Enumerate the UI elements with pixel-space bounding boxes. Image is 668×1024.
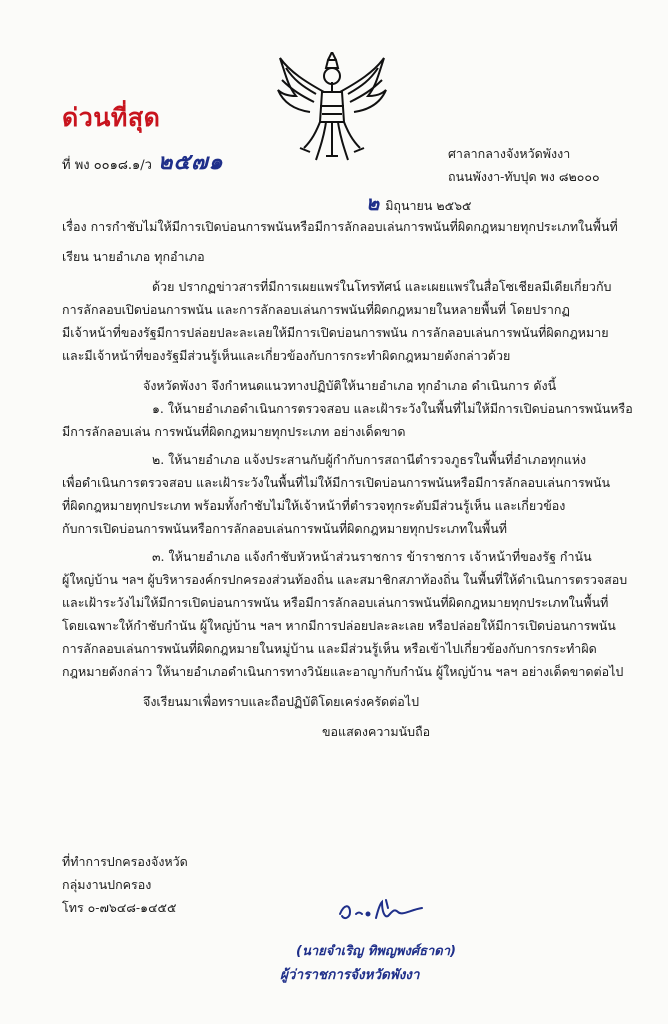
document-number-handwritten: ๒๕๗๑ bbox=[157, 149, 224, 175]
office-address-line1: ศาลากลางจังหวัดพังงา bbox=[448, 146, 571, 161]
item3-line: กฎหมายดังกล่าว ให้นายอำเภอดำเนินการทางวินัยและอาญากับกำนัน ผู้ใหญ่บ้าน ฯลฯ อย่างเด็ดขาดต่อไป bbox=[62, 664, 624, 679]
item2-line: ๒. ให้นายอำเภอ แจ้งประสานกับผู้กำกับการสถานีตำรวจภูธรในพื้นที่อำเภอทุกแห่ง bbox=[152, 452, 587, 467]
signature-mark bbox=[336, 896, 426, 926]
item3-line: ๓. ให้นายอำเภอ แจ้งกำชับหัวหน้าส่วนราชการ ข้าราชการ เจ้าหน้าที่ของรัฐ กำนัน bbox=[152, 549, 592, 564]
para1-line: การลักลอบเปิดบ่อนการพนัน และการลักลอบเล่นการพนันที่ผิดกฎหมายในหลายพื้นที่ โดยปรากฏ bbox=[62, 302, 570, 317]
item3-line: การลักลอบเล่นการพนันที่ผิดกฎหมายในหมู่บ้าน และมีส่วนรู้เห็น หรือเข้าไปเกี่ยวข้องกับการกระทำผิด bbox=[62, 641, 597, 656]
item3-line: และเฝ้าระวังไม่ให้มีการเปิดบ่อนการพนัน หรือมีการลักลอบเล่นการพนันที่ผิดกฎหมายทุกประเภทในพื้นที่ bbox=[62, 595, 609, 610]
item1-line: ๑. ให้นายอำเภอดำเนินการตรวจสอบ และเฝ้าระวังในพื้นที่ไม่ให้มีการเปิดบ่อนการพนันหรือ bbox=[152, 401, 633, 416]
item3-line: ผู้ใหญ่บ้าน ฯลฯ ผู้บริหารองค์กรปกครองส่วนท้องถิ่น และสมาชิกสภาท้องถิ่น ในพื้นที่ให้ดำเนินการตรวจสอบ bbox=[62, 572, 628, 587]
date-month-year: มิถุนายน ๒๕๖๕ bbox=[385, 198, 472, 213]
date-day-handwritten: ๒ bbox=[366, 191, 380, 215]
footer-phone: โทร ๐-๗๖๔๘-๑๔๕๕ bbox=[62, 900, 177, 915]
document-date bbox=[366, 187, 472, 219]
item2-line: ที่ผิดกฎหมายทุกประเภท พร้อมทั้งกำชับไม่ให้เจ้าหน้าที่ตำรวจทุกระดับมีส่วนรู้เห็น และเกี่ยวข้อง bbox=[62, 498, 566, 513]
para1-line: ด้วย ปรากฏข่าวสารที่มีการเผยแพร่ในโทรทัศน์ และเผยแพร่ในสื่อโซเชียลมีเดียเกี่ยวกับ bbox=[152, 279, 612, 294]
addressee-line: เรียน นายอำเภอ ทุกอำเภอ bbox=[62, 249, 205, 264]
item3-line: โดยเฉพาะให้กำชับกำนัน ผู้ใหญ่บ้าน ฯลฯ หากมีการปล่อยปละละเลย หรือปล่อยให้มีการเปิดบ่อนการพนัน bbox=[62, 618, 616, 633]
document-number bbox=[62, 144, 224, 179]
office-address-line2: ถนนพังงา-ทับปุด พง ๘๒๐๐๐ bbox=[448, 169, 600, 184]
footer-department: ที่ทำการปกครองจังหวัด bbox=[62, 854, 188, 869]
urgency-stamp: ด่วนที่สุด bbox=[62, 103, 161, 132]
subject-line: เรื่อง การกำชับไม่ให้มีการเปิดบ่อนการพนันหรือมีการลักลอบเล่นการพนันที่ผิดกฎหมายทุกประเภทในพื้นที่ bbox=[62, 219, 618, 234]
footer-group: กลุ่มงานปกครอง bbox=[62, 877, 152, 892]
item2-line: เพื่อดำเนินการตรวจสอบ และเฝ้าระวังในพื้นที่ไม่ให้มีการเปิดบ่อนการพนันหรือมีการลักลอบเล่นการพนัน bbox=[62, 475, 611, 490]
regards-line: ขอแสดงความนับถือ bbox=[322, 724, 431, 739]
para1-line: มีเจ้าหน้าที่ของรัฐมีการปล่อยปละละเลยให้มีการเปิดบ่อนการพนัน การลักลอบเล่นการพนันที่ผิดกฎหมาย bbox=[62, 325, 609, 340]
document-number-prefix: ที่ พง ๐๐๑๘.๑/ว bbox=[62, 158, 152, 173]
signatory-title: ผู้ว่าราชการจังหวัดพังงา bbox=[280, 967, 420, 983]
signatory-name: (นายจำเริญ ทิพญพงศ์ธาดา) bbox=[296, 944, 456, 959]
item1-line: มีการลักลอบเล่น การพนันที่ผิดกฎหมายทุกประเภท อย่างเด็ดขาด bbox=[62, 424, 406, 439]
garuda-emblem-icon bbox=[276, 52, 388, 162]
para1-line: และมีเจ้าหน้าที่ของรัฐมีส่วนรู้เห็นและเกี่ยวข้องกับการกระทำผิดกฎหมายดังกล่าวด้วย bbox=[62, 348, 511, 363]
item2-line: กับการเปิดบ่อนการพนันหรือการลักลอบเล่นการพนันที่ผิดกฎหมายทุกประเภทในพื้นที่ bbox=[62, 521, 508, 536]
closing-line: จึงเรียนมาเพื่อทราบและถือปฏิบัติโดยเคร่งครัดต่อไป bbox=[143, 694, 420, 709]
para2-intro: จังหวัดพังงา จึงกำหนดแนวทางปฏิบัติให้นายอำเภอ ทุกอำเภอ ดำเนินการ ดังนี้ bbox=[143, 378, 557, 393]
